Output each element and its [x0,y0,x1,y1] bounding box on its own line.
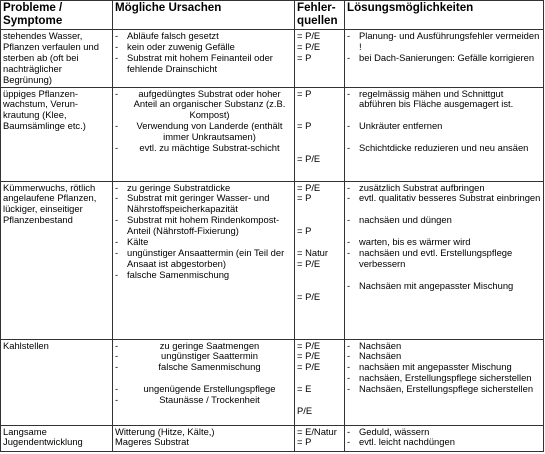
list-item: - Nachsäen [347,350,402,362]
list-item: - Planung- und Ausführungsfehler vermeiden ! [347,30,540,52]
list-item: - Verwendung von Landerde (enthält immer Unkrautsamen) [115,120,283,143]
list-item: - kein oder zuwenig Gefälle [115,40,235,52]
list-item: - Unkräuter entfernen [347,120,443,132]
header-problems: Probleme / Symptome [1,1,113,30]
table-row [1,181,544,339]
problem-cell: üppiges Pflanzen-wachstum, Verun-krautung (Klee, Baumsämlinge etc.) [1,87,113,181]
causes-cell [113,87,295,181]
causes-cell: Witterung (Hitze, Kälte,) Mageres Substrat [113,425,295,451]
list-item: - Substrat mit hohem Feinanteil oder fehlende Drainschicht [115,51,273,74]
sources-cell: = E/Natur = P [295,425,345,451]
list-item: - zu geringe Substratdicke [115,181,231,193]
solutions-cell [345,87,544,181]
list-item: - Abläufe falsch gesetzt [115,30,219,41]
table-row [1,87,544,181]
table-row [1,30,544,88]
header-causes: Mögliche Ursachen [113,1,295,30]
table-row [1,339,544,425]
causes-cell [113,181,295,339]
list-item: - evtl. qualitativ besseres Substrat einbringen [347,192,541,204]
list-item: - nachsäen mit angepasster Mischung [347,361,512,373]
list-item: - ungünstiger Saattermin [115,350,258,362]
problem-cell: Langsame Jugendentwicklung [1,425,113,451]
sources-cell: = P/E = P/E = P [295,30,345,88]
list-item: - evtl. leicht nachdüngen [347,436,455,448]
list-item: - zusätzlich Substrat aufbringen [347,181,485,193]
list-item: - nachsäen und düngen [347,214,452,226]
list-item: - Staunässe / Trockenheit [115,394,260,406]
list-item: - Nachsäen, Erstellungspflege sicherstellen [347,383,534,395]
list-item: - Nachsäen [347,339,402,351]
list-item: - falsche Samenmischung [115,268,230,280]
solutions-cell [345,425,544,451]
list-item: - Schichtdicke reduzieren und neu ansäen [347,142,529,154]
sources-cell: = P/E = P = P = Natur = P/E = P/E [295,181,345,339]
solutions-cell [345,30,544,88]
problem-cell: Kümmerwuchs, rötlich angelaufene Pflanzen, lückiger, einseitiger Pflanzenbestand [1,181,113,339]
solutions-cell [345,181,544,339]
sources-cell: = P/E = P/E = P/E = E P/E [295,339,345,425]
list-item: - Kälte [115,236,149,248]
causes-cell [113,30,295,88]
problem-cell: stehendes Wasser, Pflanzen verfaulen und sterben ab (oft bei nachträglicher Begrünung) [1,30,113,88]
list-item: - nachsäen und evtl. Erstellungspflege verbessern [347,246,513,269]
list-item: - regelmässig mähen und Schnittgut abführen bis Fläche ausgemagert ist. [347,87,514,110]
list-item: - Substrat mit hohem Rindenkompost-Anteil (Nährstoff-Fixierung) [115,214,280,237]
list-item: - Geduld, wässern [347,425,430,437]
header-solutions: Lösungsmöglichkeiten [345,1,544,30]
header-sources: Fehler-quellen [295,1,345,30]
causes-cell [113,339,295,425]
solutions-cell [345,339,544,425]
list-item: - falsche Samenmischung [115,361,261,373]
list-item: - evtl. zu mächtige Substrat-schicht [115,142,280,154]
sources-cell: = P = P = P/E [295,87,345,181]
list-item: - zu geringe Saatmengen [115,339,260,351]
list-item: - Nachsäen mit angepasster Mischung [347,279,514,291]
header-row [1,1,544,30]
list-item: - bei Dach-Sanierungen: Gefälle korrigieren [347,51,535,63]
list-item: - ungünstiger Ansaattermin (ein Teil der Ansaat ist abgestorben) [115,246,285,269]
list-item: - warten, bis es wärmer wird [347,236,471,248]
list-item: - Substrat mit geringer Wasser- und Nährstoffspeicherkapazität [115,192,270,215]
table-row [1,425,544,451]
problem-cell: Kahlstellen [1,339,113,425]
list-item: - ungenügende Erstellungspflege [115,383,276,395]
list-item: - aufgedüngtes Substrat oder hoher Anteil an organischer Substanz (z.B. Kompost) [115,87,286,121]
list-item: - nachsäen, Erstellungspflege sicherstellen [347,372,532,384]
